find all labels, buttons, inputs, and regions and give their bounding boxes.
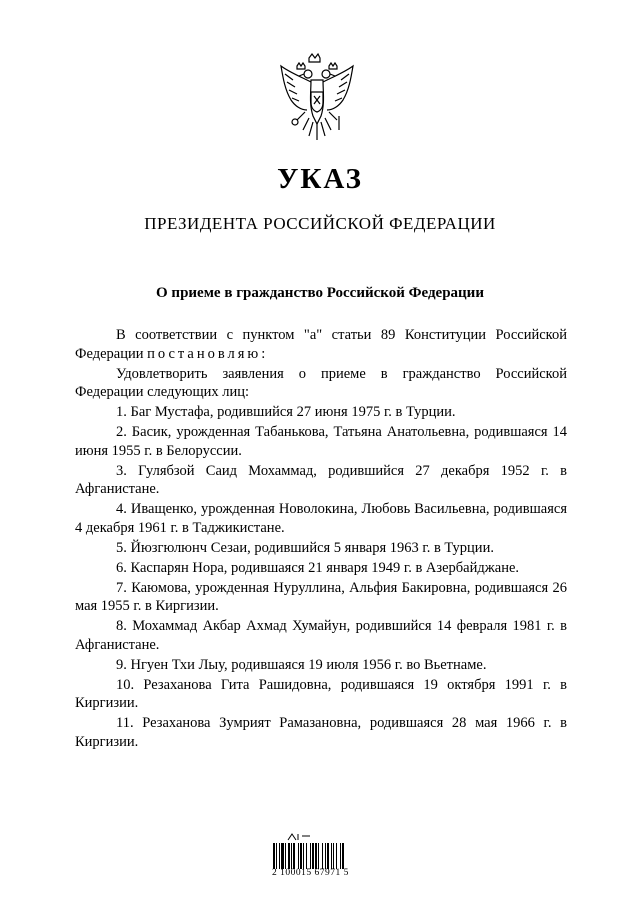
preamble-text: В соответствии с пунктом "а" статьи 89 Конституции Российской Федерации (75, 327, 567, 362)
barcode-icon (272, 843, 372, 869)
document-title: УКАЗ (277, 163, 363, 195)
barcode-mark-icon (284, 832, 314, 842)
list-item: 5. Йюзгюлюнч Сезаи, родившийся 5 января 1963 г. в Турции. (116, 539, 494, 556)
list-item: 9. Нгуен Тхи Лыу, родившаяся 19 июля 1956 г. во Вьетнаме. (116, 656, 487, 673)
list-item: 2. Басик, урожденная Табанькова, Татьяна Анатольевна, родившаяся 14 июня 1955 г. в Белоруссии. (75, 424, 567, 459)
document-body (75, 326, 567, 753)
list-item: 11. Резаханова Зумрият Рамазановна, родившаяся 28 мая 1966 г. в Киргизии. (75, 715, 567, 750)
list-item: 10. Резаханова Гита Рашидовна, родившаяся 19 октября 1991 г. в Киргизии. (75, 676, 567, 711)
preamble-spaced-text: постановляю: (147, 345, 269, 362)
list-item: 7. Каюмова, урожденная Нуруллина, Альфия Бакировна, родившаяся 26 мая 1955 г. в Киргизии. (75, 579, 567, 614)
list-item: 8. Мохаммад Акбар Ахмад Хумайун, родившийся 14 февраля 1981 г. в Афганистане. (75, 618, 567, 653)
barcode-number: 2 100015 67971 5 (272, 868, 349, 878)
document-heading: О приеме в гражданство Российской Федерации (156, 285, 484, 301)
coat-of-arms-emblem-icon (275, 52, 359, 144)
list-item: 6. Каспарян Нора, родившаяся 21 января 1949 г. в Азербайджане. (116, 559, 520, 576)
intro-paragraph: Удовлетворить заявления о приеме в гражданство Российской Федерации следующих лиц: (75, 365, 567, 400)
list-item: 1. Баг Мустафа, родившийся 27 июня 1975 г. в Турции. (116, 404, 456, 420)
list-item: 3. Гулябзой Саид Мохаммад, родившийся 27 декабря 1952 г. в Афганистане. (75, 462, 567, 497)
document-subtitle: ПРЕЗИДЕНТА РОССИЙСКОЙ ФЕДЕРАЦИИ (144, 214, 496, 233)
list-item: 4. Иващенко, урожденная Новолокина, Любовь Васильевна, родившаяся 4 декабря 1961 г. в Таджикистане. (75, 501, 567, 536)
preamble-paragraph (75, 326, 567, 363)
